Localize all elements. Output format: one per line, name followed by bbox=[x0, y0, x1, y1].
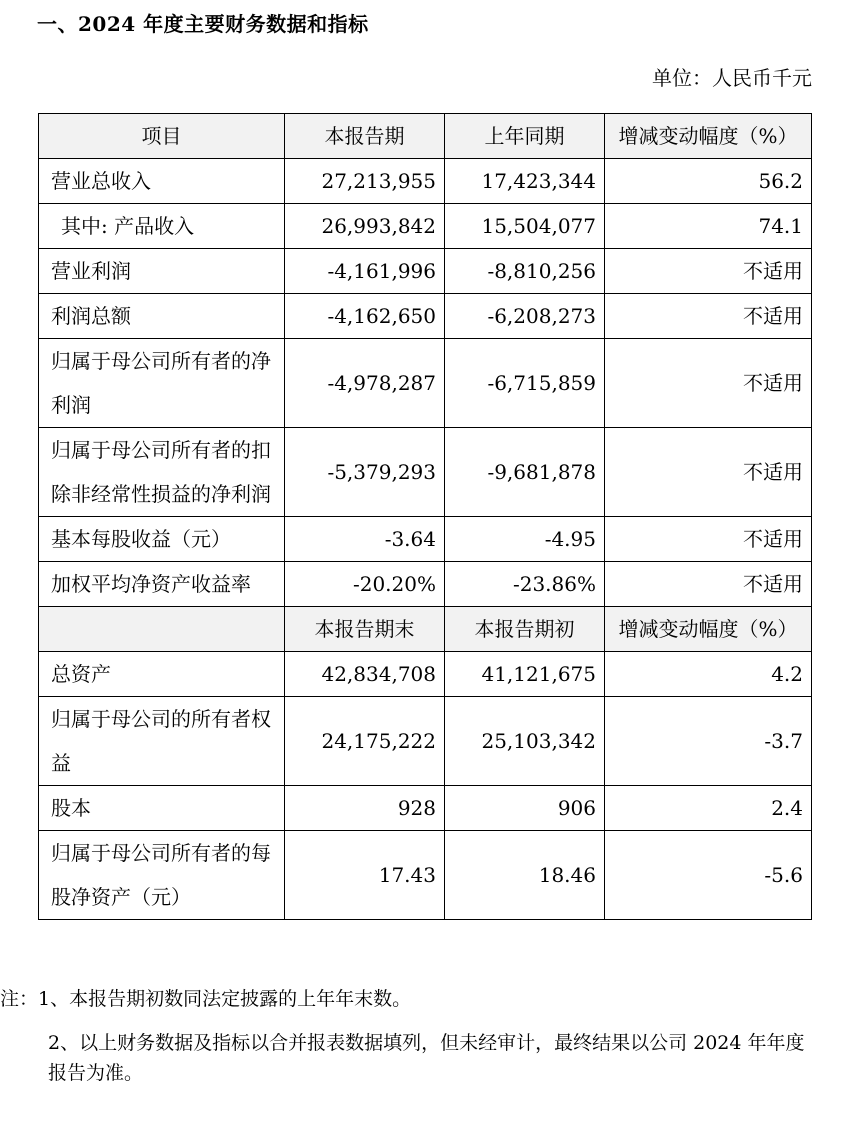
header-cell: 增减变动幅度（%） bbox=[605, 114, 812, 159]
current-value: 17.43 bbox=[285, 831, 445, 920]
current-value: -4,161,996 bbox=[285, 249, 445, 294]
change-value: -3.7 bbox=[605, 697, 812, 786]
current-value: -3.64 bbox=[285, 517, 445, 562]
section-heading: 一、2024 年度主要财务数据和指标 bbox=[37, 12, 369, 36]
table-row bbox=[39, 562, 812, 607]
table-row bbox=[39, 294, 812, 339]
unit-label: 单位：人民币千元 bbox=[652, 66, 812, 90]
note-1: 注：1、本报告期初数同法定披露的上年年末数。 bbox=[0, 988, 412, 1010]
row-label: 归属于母公司所有者的每股净资产（元） bbox=[39, 831, 285, 920]
row-label: 营业总收入 bbox=[39, 159, 285, 204]
table-row bbox=[39, 652, 812, 697]
change-value: -5.6 bbox=[605, 831, 812, 920]
table-header-row bbox=[39, 114, 812, 159]
header-cell: 本报告期初 bbox=[445, 607, 605, 652]
change-value: 74.1 bbox=[605, 204, 812, 249]
prior-value: -9,681,878 bbox=[445, 428, 605, 517]
prior-value: -4.95 bbox=[445, 517, 605, 562]
table-row bbox=[39, 339, 812, 428]
financial-table bbox=[38, 113, 812, 920]
table-row bbox=[39, 517, 812, 562]
change-value: 不适用 bbox=[605, 339, 812, 428]
current-value: 26,993,842 bbox=[285, 204, 445, 249]
notes-section bbox=[0, 984, 812, 1088]
row-label: 总资产 bbox=[39, 652, 285, 697]
row-label: 归属于母公司所有者的扣除非经常性损益的净利润 bbox=[39, 428, 285, 517]
table-row bbox=[39, 204, 812, 249]
table-row bbox=[39, 697, 812, 786]
current-value: 42,834,708 bbox=[285, 652, 445, 697]
header-cell: 本报告期末 bbox=[285, 607, 445, 652]
prior-value: 17,423,344 bbox=[445, 159, 605, 204]
change-value: 2.4 bbox=[605, 786, 812, 831]
header-cell bbox=[39, 607, 285, 652]
prior-value: 25,103,342 bbox=[445, 697, 605, 786]
table-subheader-row bbox=[39, 607, 812, 652]
prior-value: 906 bbox=[445, 786, 605, 831]
prior-value: 18.46 bbox=[445, 831, 605, 920]
change-value: 56.2 bbox=[605, 159, 812, 204]
header-cell: 增减变动幅度（%） bbox=[605, 607, 812, 652]
header-cell: 上年同期 bbox=[445, 114, 605, 159]
row-label: 归属于母公司所有者的净利润 bbox=[39, 339, 285, 428]
row-label: 归属于母公司的所有者权益 bbox=[39, 697, 285, 786]
prior-value: -23.86% bbox=[445, 562, 605, 607]
table-row bbox=[39, 428, 812, 517]
prior-value: -8,810,256 bbox=[445, 249, 605, 294]
current-value: 928 bbox=[285, 786, 445, 831]
change-value: 不适用 bbox=[605, 562, 812, 607]
change-value: 不适用 bbox=[605, 428, 812, 517]
current-value: -20.20% bbox=[285, 562, 445, 607]
change-value: 不适用 bbox=[605, 249, 812, 294]
prior-value: 15,504,077 bbox=[445, 204, 605, 249]
row-label: 基本每股收益（元） bbox=[39, 517, 285, 562]
prior-value: -6,208,273 bbox=[445, 294, 605, 339]
current-value: -4,978,287 bbox=[285, 339, 445, 428]
current-value: 24,175,222 bbox=[285, 697, 445, 786]
table-row bbox=[39, 159, 812, 204]
row-label: 营业利润 bbox=[39, 249, 285, 294]
row-label: 股本 bbox=[39, 786, 285, 831]
header-cell: 本报告期 bbox=[285, 114, 445, 159]
row-label: 利润总额 bbox=[39, 294, 285, 339]
change-value: 不适用 bbox=[605, 294, 812, 339]
current-value: -4,162,650 bbox=[285, 294, 445, 339]
change-value: 4.2 bbox=[605, 652, 812, 697]
change-value: 不适用 bbox=[605, 517, 812, 562]
prior-value: -6,715,859 bbox=[445, 339, 605, 428]
table-row bbox=[39, 831, 812, 920]
header-cell: 项目 bbox=[39, 114, 285, 159]
current-value: 27,213,955 bbox=[285, 159, 445, 204]
prior-value: 41,121,675 bbox=[445, 652, 605, 697]
table-row bbox=[39, 786, 812, 831]
note-2: 2、以上财务数据及指标以合并报表数据填列，但未经审计，最终结果以公司 2024 年年度报告为准。 bbox=[48, 1032, 805, 1084]
table-row bbox=[39, 249, 812, 294]
row-label: 加权平均净资产收益率 bbox=[39, 562, 285, 607]
row-label: 其中: 产品收入 bbox=[39, 204, 285, 249]
current-value: -5,379,293 bbox=[285, 428, 445, 517]
